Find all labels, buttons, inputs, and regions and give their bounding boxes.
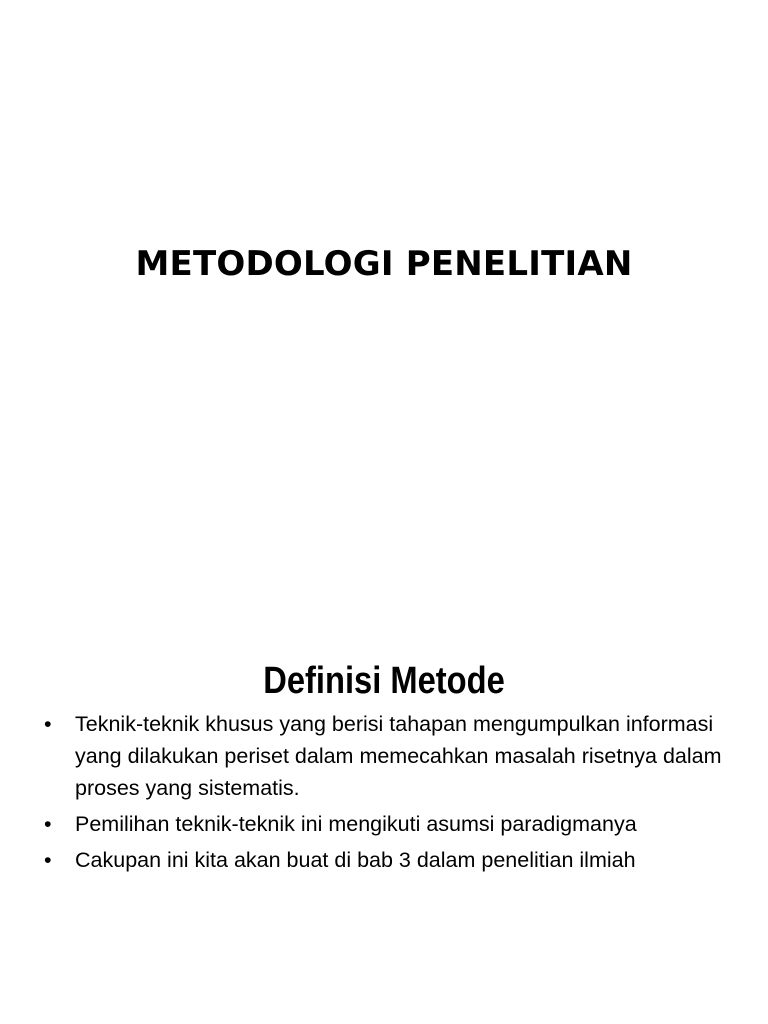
bullet-marker: • — [44, 812, 52, 836]
slide-2-title: Definisi Metode — [263, 659, 505, 702]
bullet-text: Pemilihan teknik-teknik ini mengikuti asumsi paradigmanya — [75, 812, 637, 836]
slide-1-title: METODOLOGI PENELITIAN — [135, 243, 633, 284]
bullet-text: Cakupan ini kita akan buat di bab 3 dalam penelitian ilmiah — [75, 848, 636, 872]
bullet-item — [44, 808, 734, 840]
bullet-marker: • — [44, 848, 52, 872]
bullet-item — [44, 708, 734, 804]
bullet-marker: • — [44, 712, 52, 736]
slide-definition — [0, 512, 768, 1024]
bullet-list — [44, 708, 734, 880]
bullet-text: Teknik-teknik khusus yang berisi tahapan mengumpulkan informasi yang dilakukan periset dalam memecahkan masalah risetnya dalam proses yang sistematis. — [75, 712, 722, 800]
bullet-item — [44, 844, 734, 876]
